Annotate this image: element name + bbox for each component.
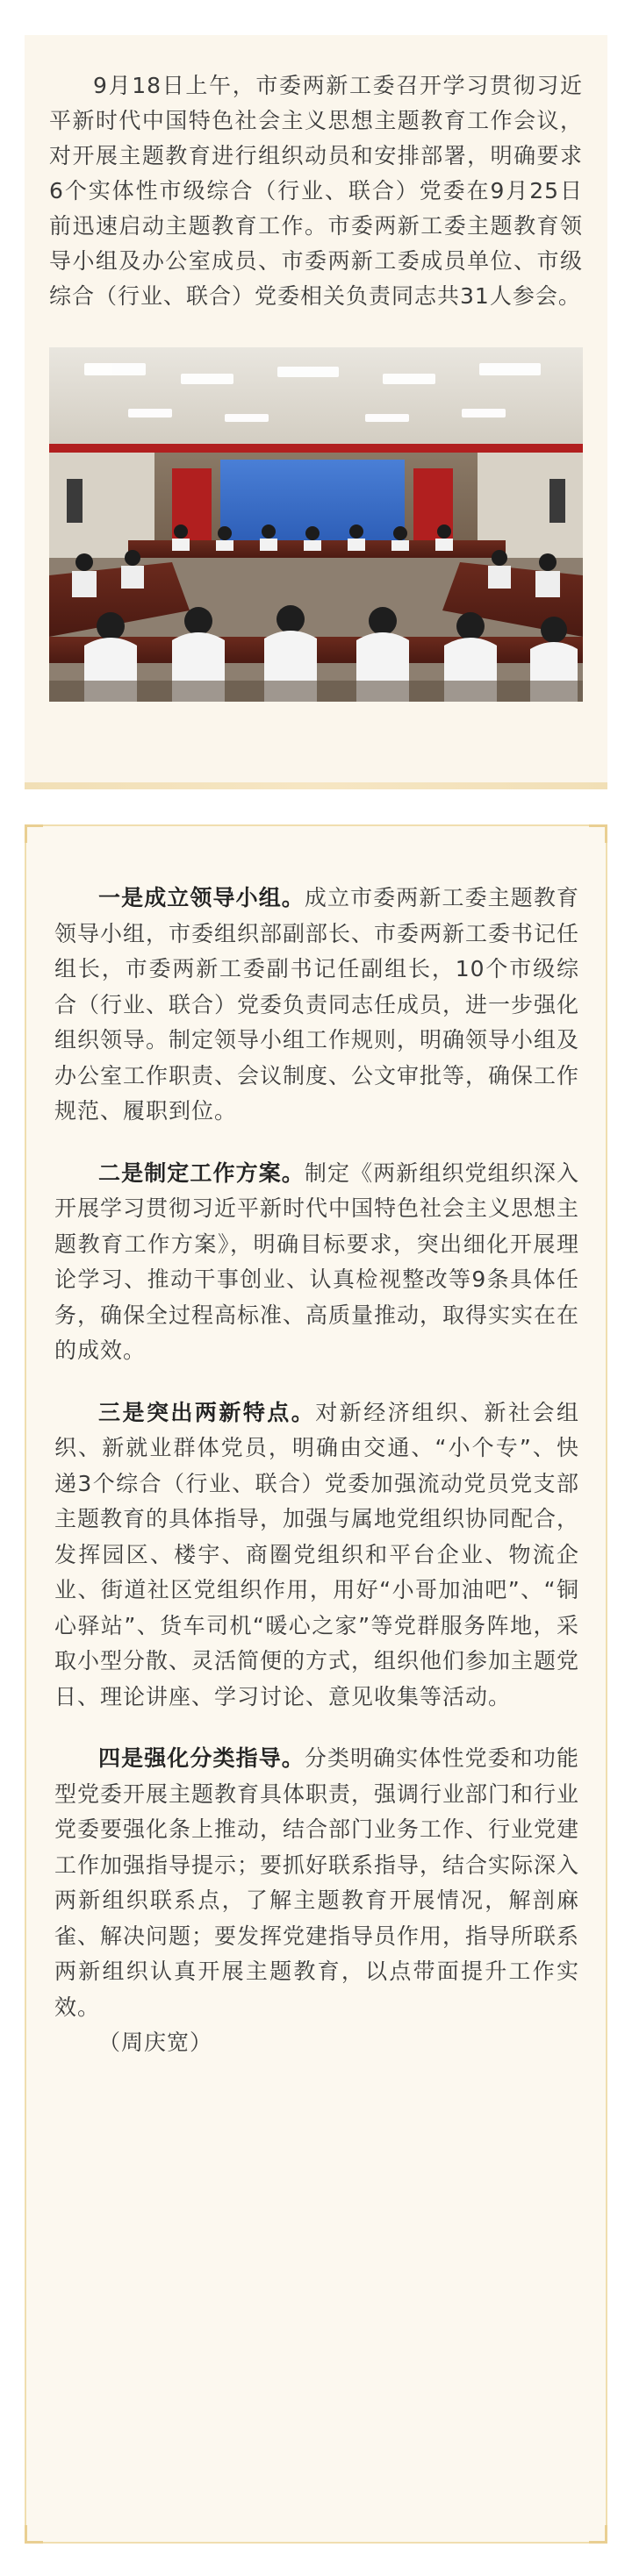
- measure-body: 对新经济组织、新社会组织、新就业群体党员，明确由交通、“小个专”、快递3个综合（行业、联合）党委加强流动党员党支部主题教育的具体指导，加强与属地党组织协同配合，发挥园区、楼宇、商圈党组织和平台企业、物流企业、街道社区党组织作用，用好“小哥加油吧”、“铜心驿站”、货车司机“暖心之家”等党群服务阵地，采取小型分散、灵活简便的方式，组织他们参加主题党日、理论讲座、学习讨论、意见收集等活动。: [54, 1399, 580, 1709]
- frame-corner: [589, 824, 607, 843]
- measure-paragraph-1: [54, 881, 579, 1130]
- measures-card: [25, 824, 607, 2544]
- frame-corner: [25, 824, 43, 843]
- measure-paragraph-3: [54, 1395, 579, 1716]
- meeting-photo-icon: [49, 347, 583, 702]
- measure-paragraph-2: [54, 1156, 579, 1369]
- measure-body: 分类明确实体性党委和功能型党委开展主题教育具体职责，强调行业部门和行业党委要强化条上推动，结合部门业务工作、行业党建工作加强指导提示；要抓好联系指导，结合实际深入两新组织联系点，了解主题教育开展情况，解剖麻雀、解决问题；要发挥党建指导员作用，指导所联系两新组织认真开展主题教育，以点带面提升工作实效。: [54, 1745, 580, 2020]
- measure-heading: 四是强化分类指导。: [98, 1745, 305, 1771]
- measure-body: 制定《两新组织党组织深入开展学习贯彻习近平新时代中国特色社会主义思想主题教育工作方案》，明确目标要求，突出细化开展理论学习、推动干事创业、认真检视整改等9条具体任务，确保全过程高标准、高质量推动，取得实实在在的成效。: [54, 1160, 580, 1363]
- measure-body: 成立市委两新工委主题教育领导小组，市委组织部副部长、市委两新工委书记任组长，市委两新工委副书记任副组长，10个市级综合（行业、联合）党委负责同志任成员，进一步强化组织领导。制定领导小组工作规则，明确领导小组及办公室工作职责、会议制度、公文审批等，确保工作规范、履职到位。: [54, 885, 580, 1124]
- measure-heading: 一是成立领导小组。: [98, 885, 305, 910]
- card-accent-bar: [25, 782, 607, 789]
- measure-heading: 三是突出两新特点。: [98, 1399, 316, 1425]
- meeting-photo: [49, 347, 583, 702]
- frame-corner: [25, 2525, 43, 2544]
- intro-paragraph: 9月18日上午，市委两新工委召开学习贯彻习近平新时代中国特色社会主义思想主题教育工作会议，对开展主题教育进行组织动员和安排部署，明确要求6个实体性市级综合（行业、联合）党委在9月25日前迅速启动主题教育工作。市委两新工委主题教育领导小组及办公室成员、市委两新工委成员单位、市级综合（行业、联合）党委相关负责同志共31人参会。: [49, 73, 583, 309]
- measure-paragraph-4: [54, 1741, 579, 2061]
- measure-heading: 二是制定工作方案。: [98, 1160, 305, 1186]
- author-signature: （周庆宽）: [98, 2030, 213, 2055]
- intro-card: [25, 35, 607, 789]
- frame-corner: [589, 2525, 607, 2544]
